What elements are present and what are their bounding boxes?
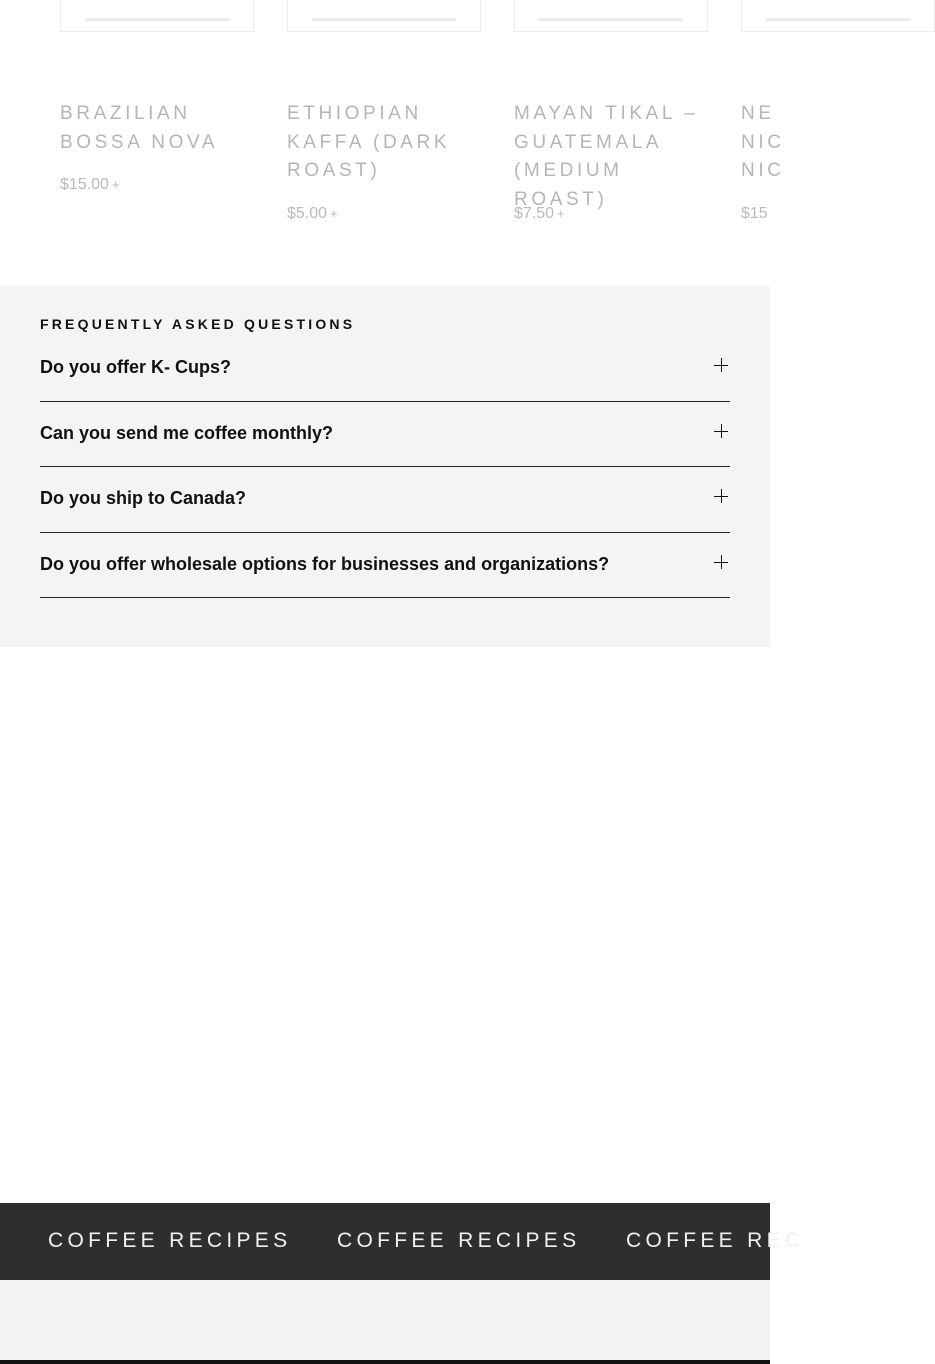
product-name[interactable]: BRAZILIAN BOSSA NOVA <box>60 103 219 153</box>
product-image[interactable] <box>287 0 481 32</box>
product-price <box>741 205 771 223</box>
product-price <box>60 176 120 194</box>
faq-item[interactable] <box>40 532 730 598</box>
price-value: $15.00 <box>60 176 109 193</box>
price-value: $15 <box>741 205 768 222</box>
price-plus: + <box>111 177 120 192</box>
product-name[interactable]: ETHIOPIAN KAFFA (DARK ROAST) <box>287 103 451 181</box>
plus-icon[interactable] <box>714 489 728 503</box>
footer-divider <box>0 1360 770 1364</box>
marquee-item[interactable]: COFFEE RECIPES <box>48 1229 292 1252</box>
price-plus: + <box>330 206 338 221</box>
price-plus: + <box>557 206 565 221</box>
footer-area <box>0 1280 770 1360</box>
plus-icon[interactable] <box>714 358 728 372</box>
faq-item[interactable] <box>40 336 730 402</box>
faq-item[interactable] <box>40 467 730 533</box>
product-image[interactable] <box>60 0 254 32</box>
price-value: $5.00 <box>287 205 328 222</box>
plus-icon[interactable] <box>714 424 728 438</box>
product-price <box>287 205 338 223</box>
product-price <box>514 205 565 223</box>
faq-question[interactable]: Do you offer K- Cups? <box>40 357 231 377</box>
product-name[interactable]: NE NIC NIC <box>741 103 785 181</box>
faq-question[interactable]: Do you ship to Canada? <box>40 488 247 508</box>
price-value: $7.50 <box>514 205 555 222</box>
faq-heading: FREQUENTLY ASKED QUESTIONS <box>40 316 356 332</box>
faq-question[interactable]: Do you offer wholesale options for businesses and organizations? <box>40 554 610 574</box>
product-carousel <box>0 0 785 286</box>
product-name[interactable]: MAYAN TIKAL – GUATEMALA (MEDIUM ROAST) <box>514 103 699 210</box>
product-image[interactable] <box>741 0 935 32</box>
marquee-item[interactable]: COFFEE REC <box>626 1229 805 1252</box>
coffee-recipes-marquee[interactable] <box>0 1203 805 1280</box>
plus-icon[interactable] <box>714 555 728 569</box>
faq-question[interactable]: Can you send me coffee monthly? <box>40 423 334 443</box>
product-image[interactable] <box>514 0 708 32</box>
faq-section <box>0 286 770 647</box>
faq-item[interactable] <box>40 401 730 467</box>
marquee-item[interactable]: COFFEE RECIPES <box>337 1229 581 1252</box>
